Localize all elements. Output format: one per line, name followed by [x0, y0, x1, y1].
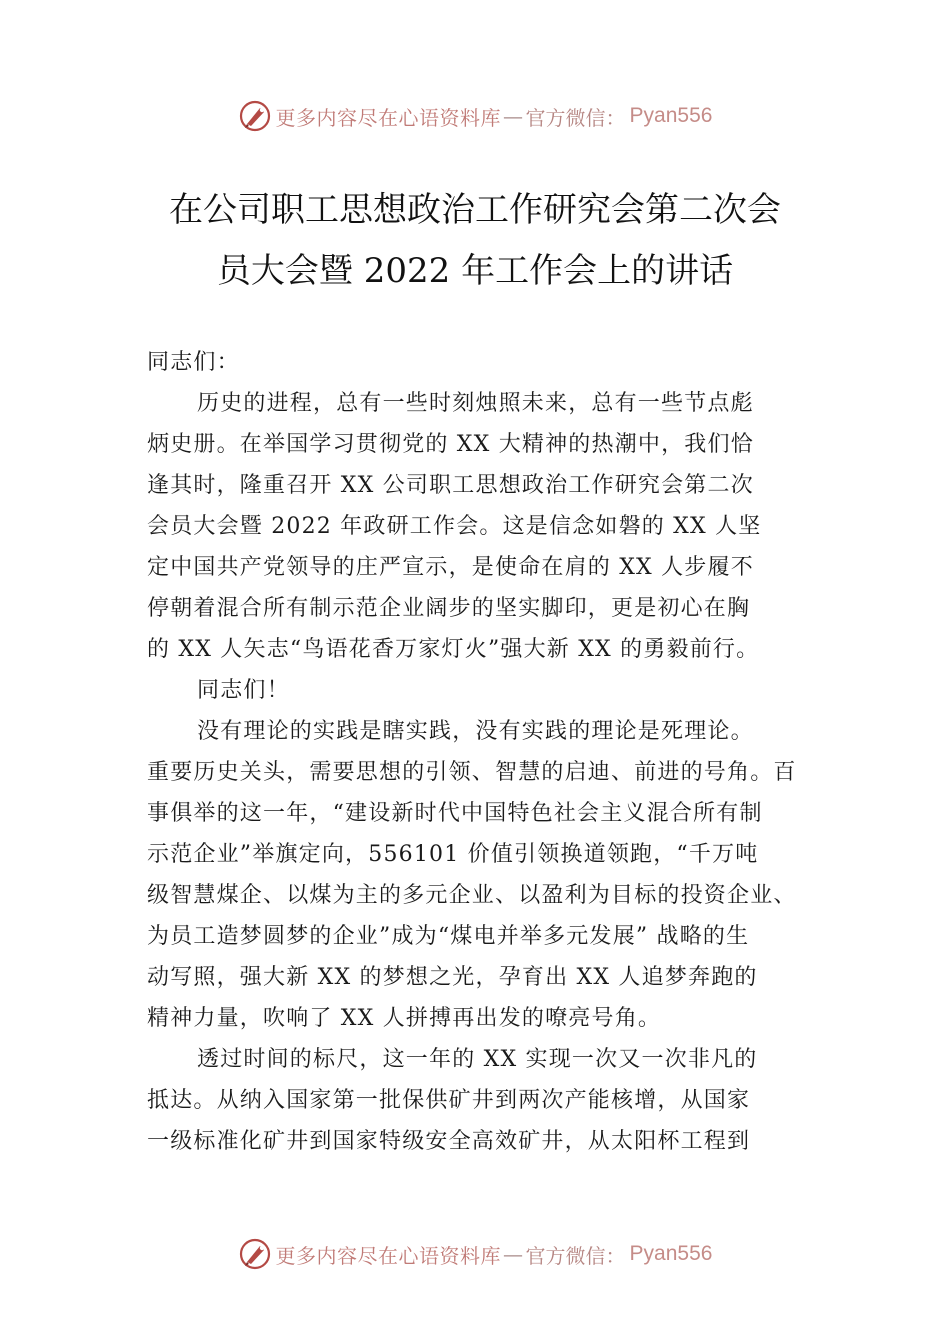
body-line: 精神力量，吹响了 XX 人拼搏再出发的嘹亮号角。: [147, 1006, 662, 1031]
body-line: 事俱举的这一年，“建设新时代中国特色社会主义混合所有制: [147, 801, 763, 826]
pen-logo-icon: [238, 1237, 272, 1271]
body-line: 会员大会暨 2022 年政研工作会。这是信念如磐的 XX 人坚: [147, 514, 762, 539]
banner-slogan: 更多内容尽在心语资料库: [275, 105, 502, 130]
body-line: 炳史册。在举国学习贯彻党的 XX 大精神的热潮中，我们恰: [147, 432, 754, 457]
banner-wechat-id: Pyan556: [629, 1242, 713, 1265]
body-line: 示范企业”举旗定向，556101 价值引领换道领跑，“千万吨: [147, 842, 759, 867]
body-line: 透过时间的标尺，这一年的 XX 实现一次又一次非凡的: [197, 1047, 758, 1072]
banner-separator: —: [503, 104, 524, 128]
title-line-1: 在公司职工思想政治工作研究会第二次会: [169, 190, 781, 230]
body-line: 为员工造梦圆梦的企业”成为“煤电并举多元发展” 战略的生: [147, 924, 750, 949]
body-line: 抵达。从纳入国家第一批保供矿井到两次产能核增，从国家: [147, 1088, 751, 1113]
footer-watermark-banner: [0, 1234, 950, 1274]
body-line: 历史的进程，总有一些时刻烛照未来，总有一些节点彪: [197, 391, 754, 416]
body-line: 动写照，强大新 XX 的梦想之光，孕育出 XX 人追梦奔跑的: [147, 965, 758, 990]
body-line: 停朝着混合所有制示范企业阔步的坚实脚印，更是初心在胸: [147, 596, 751, 621]
body-line: 逢其时，隆重召开 XX 公司职工思想政治工作研究会第二次: [147, 473, 754, 498]
body-line: 一级标准化矿井到国家特级安全高效矿井，从太阳杯工程到: [147, 1129, 751, 1154]
banner-wechat-id: Pyan556: [629, 104, 713, 127]
salutation: 同志们：: [147, 350, 240, 375]
body-line: 重要历史关头，需要思想的引领、智慧的启迪、前进的号角。百: [147, 760, 797, 785]
body-line: 的 XX 人矢志“鸟语花香万家灯火”强大新 XX 的勇毅前行。: [147, 637, 760, 662]
banner-slogan: 更多内容尽在心语资料库: [275, 1243, 502, 1268]
document-body: [147, 342, 847, 1162]
body-line: 级智慧煤企、以煤为主的多元企业、以盈利为目标的投资企业、: [147, 883, 797, 908]
body-line: 没有理论的实践是瞎实践，没有实践的理论是死理论。: [197, 719, 754, 744]
title-line-2: 员大会暨 2022 年工作会上的讲话: [216, 251, 734, 291]
body-line: 同志们！: [197, 678, 290, 703]
document-title: [0, 180, 950, 302]
header-watermark-banner: [0, 96, 950, 136]
pen-logo-icon: [238, 99, 272, 133]
banner-wechat-label: 官方微信：: [525, 1243, 626, 1268]
banner-separator: —: [503, 1242, 524, 1266]
body-line: 定中国共产党领导的庄严宣示，是使命在肩的 XX 人步履不: [147, 555, 754, 580]
banner-wechat-label: 官方微信：: [525, 105, 626, 130]
